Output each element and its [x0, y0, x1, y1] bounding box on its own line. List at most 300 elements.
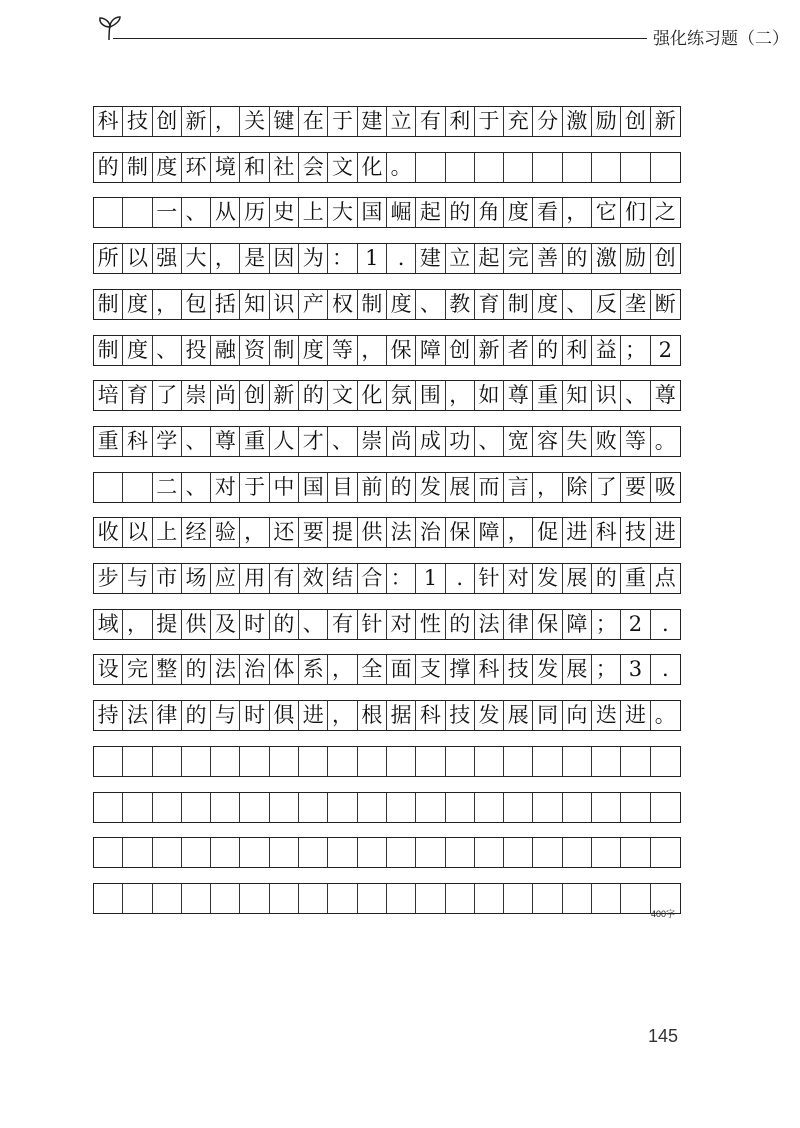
grid-row [93, 792, 681, 823]
grid-cell: 促 [533, 518, 562, 547]
grid-cell: 化 [358, 153, 387, 182]
grid-cell: 撑 [446, 655, 475, 684]
grid-cell [328, 747, 357, 776]
grid-cell: 新 [270, 381, 299, 410]
grid-cell: 提 [153, 610, 182, 639]
grid-cell: 同 [533, 701, 562, 730]
grid-cell [94, 198, 123, 227]
grid-cell: ： [328, 244, 357, 273]
grid-cell: ， [211, 244, 240, 273]
grid-cell: 发 [533, 564, 562, 593]
grid-cell: 验 [211, 518, 240, 547]
grid-cell: 、 [475, 427, 504, 456]
grid-cell [153, 747, 182, 776]
grid-cell: 新 [654, 109, 676, 133]
grid-cell: 所 [94, 244, 123, 273]
grid-cell: 了 [592, 473, 621, 502]
grid-cell: 、 [153, 336, 182, 365]
grid-row [93, 289, 681, 320]
sprout-icon [95, 14, 125, 44]
grid-cell: 要 [299, 518, 328, 547]
grid-cell: 制 [358, 290, 387, 319]
grid-cell: 设 [94, 655, 123, 684]
grid-cell: 律 [153, 701, 182, 730]
grid-cell [270, 747, 299, 776]
grid-cell: ； [592, 655, 621, 684]
grid-cell: 因 [270, 244, 299, 273]
header-rule [113, 38, 647, 39]
grid-cell: 俱 [270, 701, 299, 730]
grid-cell [563, 153, 592, 182]
grid-cell: 度 [533, 290, 562, 319]
grid-cell: 创 [153, 107, 182, 136]
grid-cell: 如 [475, 381, 504, 410]
grid-cell: 成 [416, 427, 445, 456]
grid-cell [299, 838, 328, 867]
grid-cell: 完 [504, 244, 533, 273]
grid-cell: 供 [358, 518, 387, 547]
grid-cell: 效 [299, 564, 328, 593]
grid-cell: 包 [182, 290, 211, 319]
grid-cell [270, 793, 299, 822]
grid-cell: 发 [533, 655, 562, 684]
grid-cell: 律 [504, 610, 533, 639]
grid-cell: 制 [123, 153, 152, 182]
grid-cell: 一 [153, 198, 182, 227]
grid-cell: ， [328, 655, 357, 684]
grid-cell [504, 793, 533, 822]
grid-cell: 是 [240, 244, 269, 273]
grid-cell [446, 884, 475, 913]
grid-cell: 教 [446, 290, 475, 319]
grid-cell [182, 838, 211, 867]
grid-cell: 要 [621, 473, 650, 502]
grid-cell: 创 [446, 336, 475, 365]
grid-cell [358, 838, 387, 867]
grid-cell: 键 [270, 107, 299, 136]
grid-cell [592, 884, 621, 913]
grid-cell: 法 [387, 518, 416, 547]
grid-cell: 关 [240, 107, 269, 136]
grid-cell: 在 [299, 107, 328, 136]
grid-cell [563, 884, 592, 913]
grid-cell [94, 838, 123, 867]
grid-cell [240, 747, 269, 776]
grid-cell: ： [387, 564, 416, 593]
grid-cell: 会 [299, 153, 328, 182]
grid-cell: 建 [416, 244, 445, 273]
grid-cell: 面 [387, 655, 416, 684]
grid-cell [416, 884, 445, 913]
grid-cell [328, 884, 357, 913]
grid-cell: 保 [387, 336, 416, 365]
grid-cell [211, 747, 240, 776]
grid-cell: 的 [299, 381, 328, 410]
grid-cell: 科 [475, 655, 504, 684]
grid-row [93, 654, 681, 685]
grid-cell: 发 [475, 701, 504, 730]
grid-cell: 培 [94, 381, 123, 410]
grid-cell [446, 793, 475, 822]
grid-cell: 分 [533, 107, 562, 136]
grid-cell: 时 [240, 610, 269, 639]
grid-cell [475, 153, 504, 182]
grid-cell [182, 793, 211, 822]
grid-cell: 育 [475, 290, 504, 319]
grid-cell [387, 793, 416, 822]
grid-cell: 充 [504, 107, 533, 136]
grid-cell [475, 838, 504, 867]
grid-cell [153, 884, 182, 913]
grid-cell: ， [446, 381, 475, 410]
grid-cell: 对 [504, 564, 533, 593]
grid-cell: 进 [621, 701, 650, 730]
grid-cell: 人 [270, 427, 299, 456]
grid-cell: . [387, 244, 416, 273]
grid-cell: 立 [387, 107, 416, 136]
grid-cell [94, 473, 123, 502]
grid-cell: 氛 [387, 381, 416, 410]
grid-cell [651, 793, 680, 822]
grid-cell: 、 [416, 290, 445, 319]
grid-cell: 融 [211, 336, 240, 365]
grid-row [93, 197, 681, 228]
grid-cell: 以 [123, 518, 152, 547]
grid-cell [592, 153, 621, 182]
grid-cell: ， [358, 336, 387, 365]
grid-cell: 目 [328, 473, 357, 502]
grid-cell: 点 [654, 566, 676, 590]
grid-cell: 完 [123, 655, 152, 684]
grid-cell: ， [123, 610, 152, 639]
grid-cell: 收 [94, 518, 123, 547]
grid-cell: 应 [211, 564, 240, 593]
grid-cell: 的 [446, 610, 475, 639]
grid-cell: 的 [533, 336, 562, 365]
grid-cell [416, 838, 445, 867]
grid-cell: 治 [240, 655, 269, 684]
grid-cell: 激 [592, 244, 621, 273]
grid-cell [387, 747, 416, 776]
grid-cell: 垄 [621, 290, 650, 319]
grid-cell: 保 [446, 518, 475, 547]
grid-cell: 识 [270, 290, 299, 319]
grid-cell: 支 [416, 655, 445, 684]
grid-cell [651, 838, 680, 867]
grid-cell: 上 [153, 518, 182, 547]
grid-cell: 利 [563, 336, 592, 365]
grid-cell: 进 [654, 520, 676, 545]
grid-row [93, 746, 681, 777]
grid-row [93, 883, 681, 914]
grid-cell: 断 [654, 291, 676, 316]
grid-cell: 为 [299, 244, 328, 273]
grid-cell: 重 [533, 381, 562, 410]
grid-cell: 经 [182, 518, 211, 547]
grid-cell: 文 [328, 153, 357, 182]
grid-cell: 。 [654, 703, 676, 728]
grid-cell: 的 [387, 473, 416, 502]
grid-row [93, 335, 681, 366]
grid-cell: 起 [416, 198, 445, 227]
grid-cell: ， [328, 701, 357, 730]
grid-cell [416, 793, 445, 822]
grid-cell [621, 153, 650, 182]
grid-cell [94, 793, 123, 822]
grid-cell: 及 [211, 610, 240, 639]
grid-cell: 法 [211, 655, 240, 684]
grid-cell: 学 [153, 427, 182, 456]
grid-cell: 于 [240, 473, 269, 502]
grid-cell [621, 838, 650, 867]
grid-cell: 制 [94, 290, 123, 319]
grid-cell: 育 [123, 381, 152, 410]
grid-cell: 制 [270, 336, 299, 365]
grid-cell [94, 747, 123, 776]
grid-cell: 的 [592, 564, 621, 593]
page-number: 145 [648, 1026, 679, 1046]
grid-cell [533, 884, 562, 913]
grid-cell: 文 [328, 381, 357, 410]
grid-cell: 权 [328, 290, 357, 319]
grid-cell [504, 153, 533, 182]
grid-cell: 、 [563, 290, 592, 319]
grid-cell [651, 153, 680, 182]
grid-cell: ， [240, 518, 269, 547]
grid-cell: 中 [270, 473, 299, 502]
grid-cell: 科 [416, 701, 445, 730]
grid-cell [182, 884, 211, 913]
grid-cell: 针 [475, 564, 504, 593]
grid-cell: 、 [182, 427, 211, 456]
grid-cell: ； [621, 336, 650, 365]
grid-cell: 前 [358, 473, 387, 502]
grid-cell: 建 [358, 107, 387, 136]
grid-cell: 的 [182, 655, 211, 684]
grid-cell: 体 [270, 655, 299, 684]
grid-cell: 的 [446, 198, 475, 227]
grid-cell: 等 [621, 427, 650, 456]
grid-cell: 们 [621, 198, 650, 227]
grid-cell [240, 884, 269, 913]
grid-cell [621, 884, 650, 913]
grid-cell: ， [504, 518, 533, 547]
grid-cell: 资 [240, 336, 269, 365]
grid-cell: 有 [416, 107, 445, 136]
grid-cell: 重 [240, 427, 269, 456]
grid-cell: 于 [475, 107, 504, 136]
grid-cell: 国 [299, 473, 328, 502]
grid-cell: 度 [299, 336, 328, 365]
grid-cell [358, 747, 387, 776]
grid-cell: 社 [270, 153, 299, 182]
grid-row [93, 243, 681, 274]
grid-cell [211, 838, 240, 867]
grid-cell: 2 [621, 610, 650, 639]
grid-cell: 吸 [654, 474, 676, 499]
grid-row [93, 380, 681, 411]
grid-cell [387, 884, 416, 913]
grid-cell: 。 [654, 428, 676, 453]
grid-cell [123, 793, 152, 822]
grid-cell [533, 793, 562, 822]
grid-cell: ， [533, 473, 562, 502]
grid-cell [563, 747, 592, 776]
grid-cell: 创 [240, 381, 269, 410]
grid-cell: 性 [416, 610, 445, 639]
grid-cell: 励 [592, 107, 621, 136]
grid-cell: 看 [533, 198, 562, 227]
grid-cell: 产 [299, 290, 328, 319]
grid-cell [651, 747, 680, 776]
grid-cell [621, 793, 650, 822]
grid-cell: 才 [299, 427, 328, 456]
grid-cell: 法 [123, 701, 152, 730]
grid-cell: 与 [211, 701, 240, 730]
grid-cell: 激 [563, 107, 592, 136]
grid-cell [153, 838, 182, 867]
grid-cell [270, 884, 299, 913]
grid-cell: 言 [504, 473, 533, 502]
grid-cell [563, 838, 592, 867]
grid-cell: 据 [387, 701, 416, 730]
grid-cell: 、 [328, 427, 357, 456]
grid-cell: 进 [299, 701, 328, 730]
grid-cell [504, 747, 533, 776]
grid-cell [94, 884, 123, 913]
grid-cell: 科 [592, 518, 621, 547]
grid-cell: 二 [153, 473, 182, 502]
grid-cell [621, 747, 650, 776]
grid-cell: 而 [475, 473, 504, 502]
grid-row [93, 563, 681, 594]
grid-cell: 它 [592, 198, 621, 227]
grid-cell: ； [592, 610, 621, 639]
grid-cell: 展 [563, 655, 592, 684]
grid-cell: 治 [416, 518, 445, 547]
grid-row [93, 700, 681, 731]
grid-cell: 知 [563, 381, 592, 410]
grid-cell: 境 [211, 153, 240, 182]
grid-cell: 保 [533, 610, 562, 639]
grid-cell: 创 [621, 107, 650, 136]
grid-cell: 科 [123, 427, 152, 456]
grid-cell: 环 [182, 153, 211, 182]
section-title: 强化练习题（二） [653, 29, 789, 49]
grid-cell: 场 [182, 564, 211, 593]
grid-cell [387, 838, 416, 867]
grid-cell [123, 747, 152, 776]
grid-cell [446, 153, 475, 182]
running-header [95, 14, 789, 54]
grid-cell [533, 153, 562, 182]
grid-cell: 用 [240, 564, 269, 593]
grid-cell: 起 [475, 244, 504, 273]
grid-cell: 从 [211, 198, 240, 227]
grid-cell: 强 [153, 244, 182, 273]
grid-cell: 识 [592, 381, 621, 410]
grid-cell: 度 [123, 290, 152, 319]
grid-cell: 展 [446, 473, 475, 502]
grid-cell [299, 884, 328, 913]
grid-cell: 、 [182, 198, 211, 227]
grid-cell: 障 [563, 610, 592, 639]
grid-cell [123, 838, 152, 867]
grid-cell: 的 [182, 701, 211, 730]
grid-cell: 全 [358, 655, 387, 684]
grid-cell [446, 838, 475, 867]
grid-cell: 步 [94, 564, 123, 593]
grid-cell: 域 [94, 610, 123, 639]
grid-cell: 上 [299, 198, 328, 227]
grid-cell: 崛 [387, 198, 416, 227]
grid-cell: 的 [94, 153, 123, 182]
grid-cell: 励 [621, 244, 650, 273]
grid-cell [533, 838, 562, 867]
grid-cell: 法 [475, 610, 504, 639]
grid-cell: 新 [475, 336, 504, 365]
grid-cell: 败 [592, 427, 621, 456]
grid-cell: 展 [563, 564, 592, 593]
grid-cell: 等 [328, 336, 357, 365]
grid-cell: 反 [592, 290, 621, 319]
grid-row [93, 472, 681, 503]
grid-cell: 国 [358, 198, 387, 227]
grid-cell: 益 [592, 336, 621, 365]
grid-cell [358, 793, 387, 822]
grid-cell: ， [211, 107, 240, 136]
grid-cell: 市 [153, 564, 182, 593]
grid-cell: 尚 [387, 427, 416, 456]
grid-cell: 有 [270, 564, 299, 593]
grid-cell: 创 [654, 246, 676, 271]
grid-cell: 1 [416, 564, 445, 593]
grid-cell: 知 [240, 290, 269, 319]
grid-cell: 功 [446, 427, 475, 456]
grid-cell [475, 793, 504, 822]
grid-cell: 者 [504, 336, 533, 365]
grid-cell: 有 [328, 610, 357, 639]
grid-cell: 重 [94, 427, 123, 456]
grid-cell: 了 [153, 381, 182, 410]
grid-cell: 立 [446, 244, 475, 273]
grid-row [93, 106, 681, 137]
grid-cell [358, 884, 387, 913]
grid-cell: 和 [240, 153, 269, 182]
grid-cell: 除 [563, 473, 592, 502]
grid-cell: 2 [658, 337, 672, 362]
grid-cell [416, 153, 445, 182]
grid-cell [475, 747, 504, 776]
word-count-label: 400字 [651, 909, 676, 919]
grid-cell: 1 [358, 244, 387, 273]
grid-cell: 围 [416, 381, 445, 410]
grid-cell: 整 [153, 655, 182, 684]
grid-cell: 括 [211, 290, 240, 319]
grid-cell: 重 [621, 564, 650, 593]
grid-cell [211, 884, 240, 913]
grid-cell: 度 [153, 153, 182, 182]
grid-cell: 崇 [182, 381, 211, 410]
grid-cell: 于 [328, 107, 357, 136]
grid-cell [563, 793, 592, 822]
grid-cell [504, 884, 533, 913]
grid-cell: 制 [504, 290, 533, 319]
grid-cell [182, 747, 211, 776]
grid-cell: 技 [446, 701, 475, 730]
grid-cell [123, 198, 152, 227]
grid-cell [299, 793, 328, 822]
